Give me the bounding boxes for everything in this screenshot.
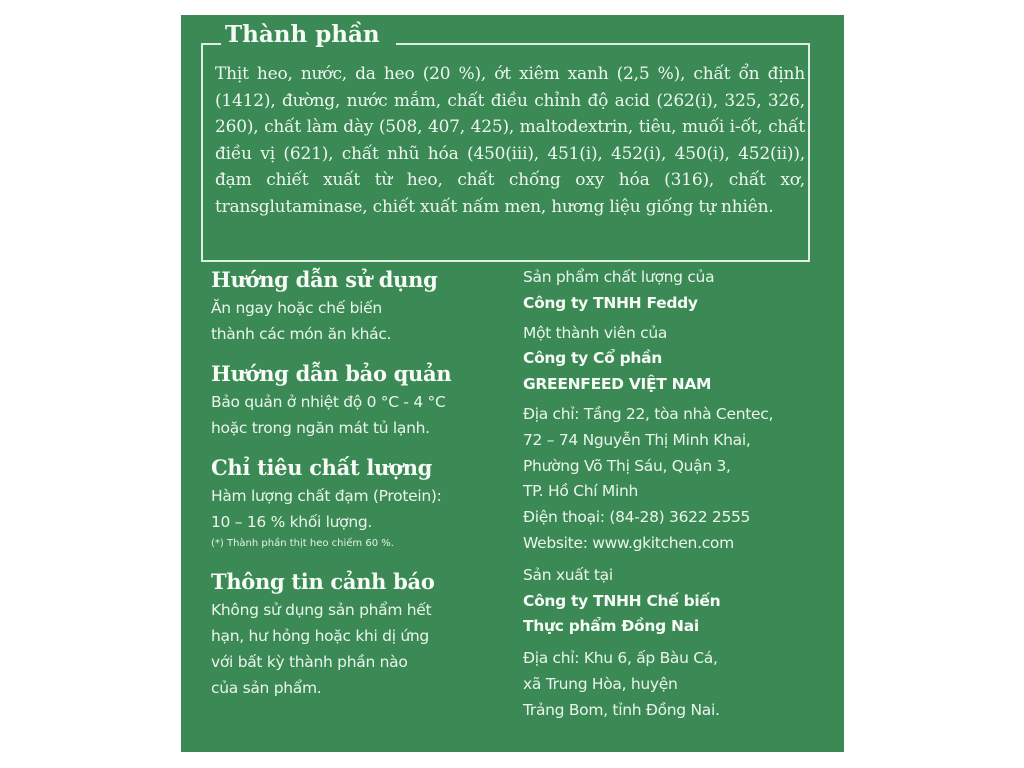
storage-line: hoặc trong ngăn mát tủ lạnh.: [211, 419, 430, 437]
warning-line: với bất kỳ thành phần nào: [211, 653, 408, 671]
warning-line: của sản phẩm.: [211, 679, 322, 697]
manufacturer-phone: Điện thoại: (84-28) 3622 2555: [523, 508, 751, 527]
ingredients-text: Thịt heo, nước, da heo (20 %), ớt xiêm xanh (2,5 %), chất ổn định (1412), đường, nước mắm, chất điều chỉnh độ acid (262(i), 325, 326, 260), chất làm dày (508, 407, 425), maltodextrin, tiêu, muối i-ốt, chất điều vị (621), chất nhũ hóa (450(iii), 451(i), 452(i), 450(i), 452(ii)), đạm chiết xuất từ heo, chất chống oxy hóa (316), chất xơ, transglutaminase, chiết xuất nấm men, hương liệu giống tự nhiên.: [215, 64, 805, 217]
usage-title: Hướng dẫn sử dụng: [211, 267, 438, 292]
producer-address-line: xã Trung Hòa, huyện: [523, 674, 678, 693]
manufacturer-website: Website: www.gkitchen.com: [523, 533, 734, 552]
usage-line: Ăn ngay hoặc chế biến: [211, 299, 382, 317]
usage-line: thành các món ăn khác.: [211, 325, 392, 343]
warning-section: [211, 567, 511, 701]
producer-address-line: Trảng Bom, tỉnh Đồng Nai.: [523, 700, 720, 719]
storage-line: Bảo quản ở nhiệt độ 0 °C - 4 °C: [211, 393, 446, 411]
ingredients-box-border-left: [201, 43, 221, 45]
usage-section: [211, 265, 511, 347]
ingredients-box-border-right: [396, 43, 810, 45]
producer-company-line: Công ty TNHH Chế biến: [523, 591, 721, 610]
company-feddy: Công ty TNHH Feddy: [523, 293, 698, 312]
manufacturer-address-line: Địa chỉ: Tầng 22, tòa nhà Centec,: [523, 404, 774, 423]
left-column: [211, 265, 511, 701]
ingredients-title: Thành phần: [225, 21, 380, 48]
right-column: [523, 265, 833, 724]
storage-section: [211, 359, 511, 441]
quality-line: Hàm lượng chất đạm (Protein):: [211, 487, 442, 505]
quality-note: (*) Thành phần thịt heo chiếm 60 %.: [211, 538, 394, 549]
storage-title: Hướng dẫn bảo quản: [211, 361, 452, 386]
product-of-label: Sản phẩm chất lượng của: [523, 268, 715, 286]
company-greenfeed-line: Công ty Cổ phần: [523, 349, 663, 368]
warning-line: Không sử dụng sản phẩm hết: [211, 601, 432, 619]
warning-title: Thông tin cảnh báo: [211, 569, 435, 594]
quality-section: [211, 453, 511, 551]
product-label: [181, 15, 844, 752]
member-of-label: Một thành viên của: [523, 323, 668, 342]
quality-title: Chỉ tiêu chất lượng: [211, 455, 433, 480]
warning-line: hạn, hư hỏng hoặc khi dị ứng: [211, 627, 429, 645]
quality-line: 10 – 16 % khối lượng.: [211, 513, 373, 531]
manufacturer-address-line: 72 – 74 Nguyễn Thị Minh Khai,: [523, 430, 751, 449]
producer-company-line: Thực phẩm Đồng Nai: [523, 617, 699, 636]
company-greenfeed-line: GREENFEED VIỆT NAM: [523, 375, 712, 394]
manufacturer-address-line: Phường Võ Thị Sáu, Quận 3,: [523, 456, 731, 475]
manufacturer-address-line: TP. Hồ Chí Minh: [523, 482, 639, 501]
made-at-label: Sản xuất tại: [523, 565, 613, 584]
producer-address-line: Địa chỉ: Khu 6, ấp Bàu Cá,: [523, 649, 718, 668]
